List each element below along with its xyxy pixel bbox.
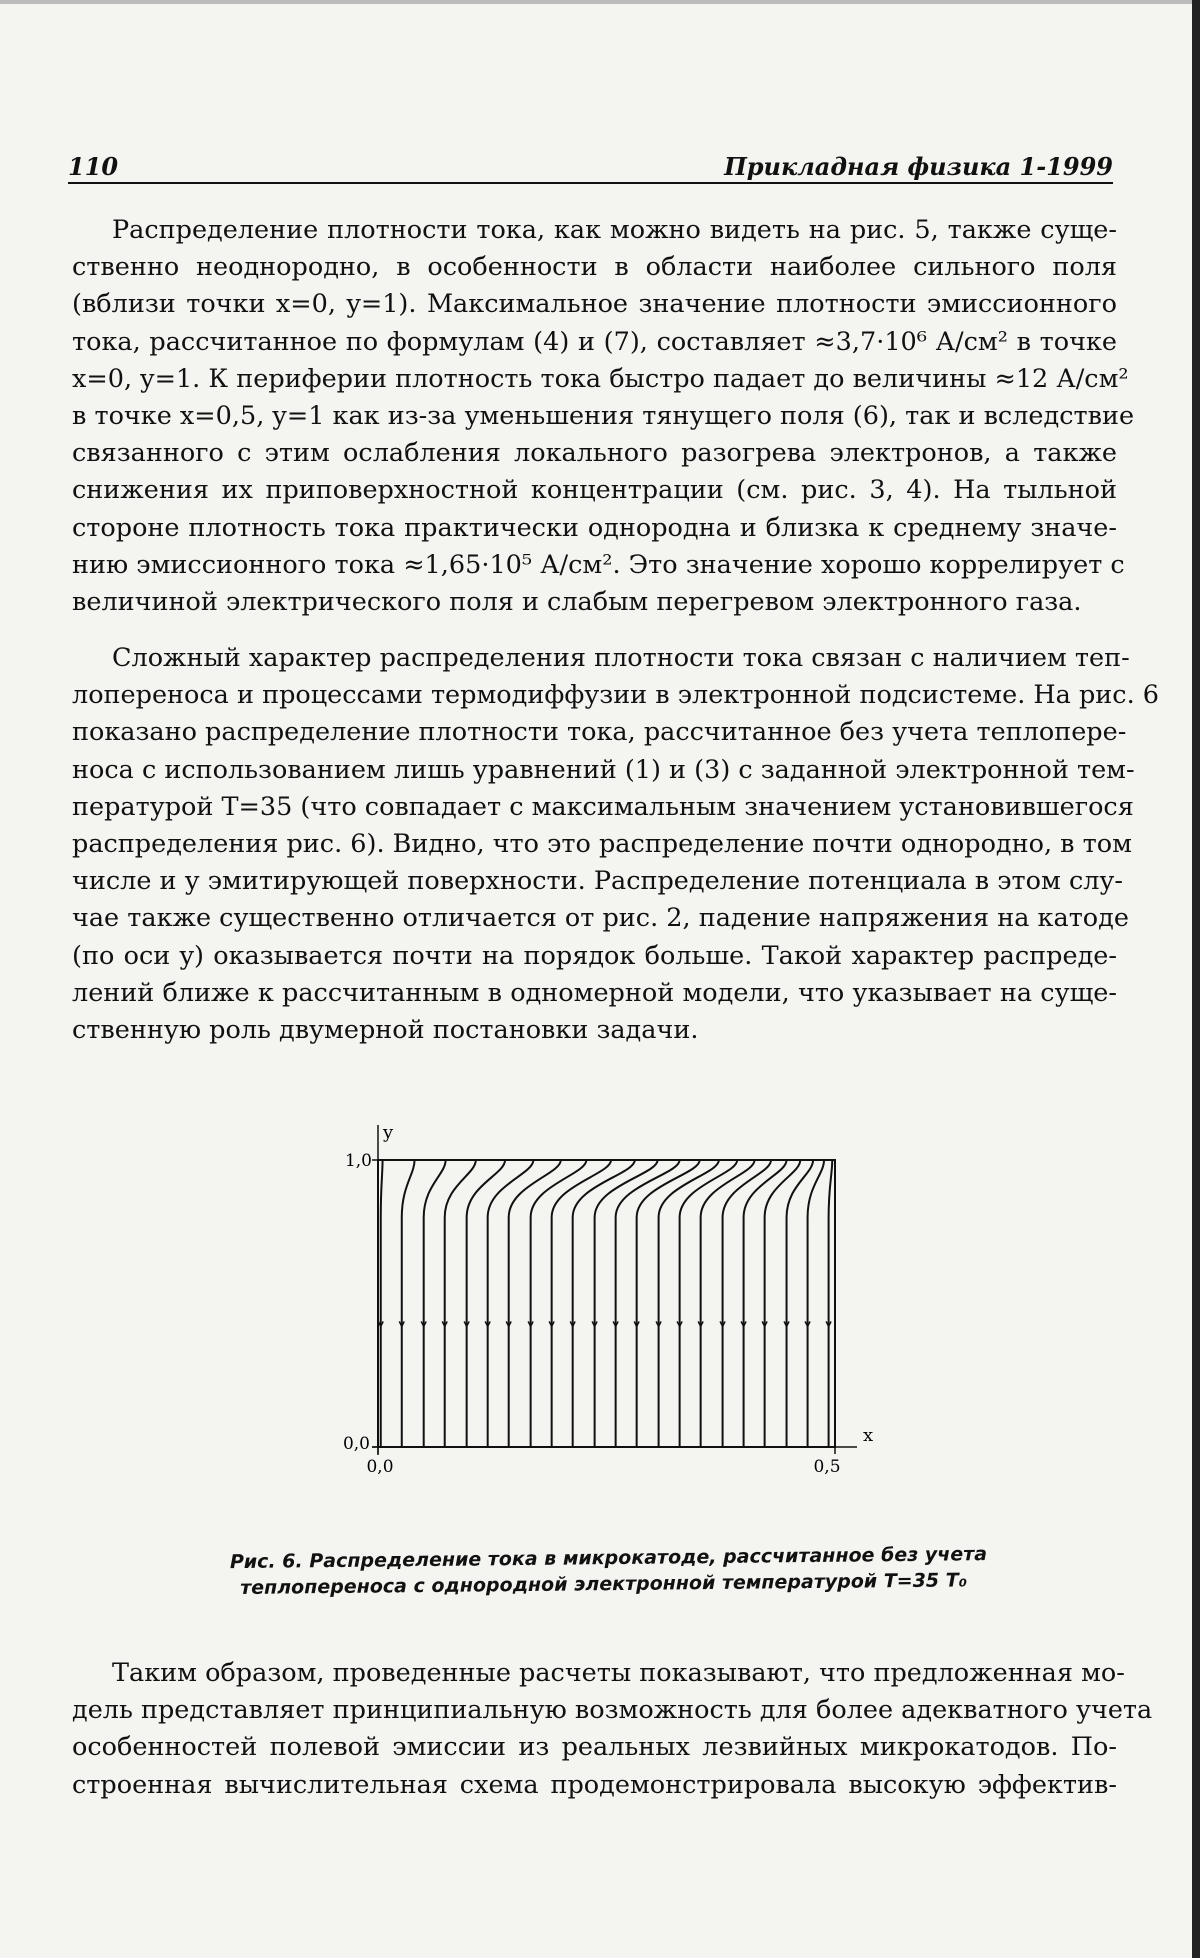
- page-number: 110: [68, 152, 119, 181]
- caption-line: Рис. 6. Распределение тока в микрокатоде, рассчитанное без учета: [229, 1543, 988, 1574]
- streamline: [637, 1160, 700, 1447]
- streamline: [616, 1160, 680, 1447]
- streamline: [424, 1160, 446, 1447]
- streamline: [808, 1160, 824, 1447]
- running-head: [68, 152, 1113, 184]
- paragraph-line: чае также существенно отличается от рис. 2, падение напряжения на катоде: [72, 903, 1129, 934]
- y-tick-label-top: 1,0: [344, 1151, 372, 1171]
- paragraph-line: стороне плотность тока практически однородна и близка к среднему значе-: [72, 512, 1117, 543]
- paragraph-line: лений ближе к рассчитанным в одномерной модели, что указывает на суще-: [72, 977, 1117, 1008]
- paragraph-line: распределения рис. 6). Видно, что это распределение почти однородно, в том: [72, 829, 1132, 860]
- streamline: [402, 1160, 415, 1447]
- paragraph-line: ственно неоднородно, в особенности в области наиболее сильного поля: [72, 252, 1117, 283]
- paragraph-line: тока, рассчитанное по формулам (4) и (7), составляет ≈3,7·10⁶ А/см² в точке: [72, 326, 1117, 357]
- x-axis-label: x: [863, 1425, 874, 1446]
- journal-title: Прикладная физика 1-1999: [724, 152, 1113, 181]
- streamline: [659, 1160, 719, 1447]
- paragraph-line: пературой T=35 (что совпадает с максимальным значением установившегося: [72, 791, 1134, 822]
- paragraph-line: строенная вычислительная схема продемонстрировала высокую эффектив-: [72, 1769, 1117, 1800]
- paragraph-line: величиной электрического поля и слабым перегревом электронного газа.: [72, 587, 1082, 618]
- figure-6-chart: [330, 1105, 890, 1500]
- streamline: [488, 1160, 534, 1447]
- y-axis-label: y: [383, 1122, 394, 1143]
- paragraph-line: снижения их приповерхностной концентрации (см. рис. 3, 4). На тыльной: [72, 475, 1117, 506]
- paragraph-3: [72, 1655, 1153, 1804]
- page-right-edge: [1192, 0, 1200, 1958]
- paragraph-line: Сложный характер распределения плотности тока связан с наличием теп-: [112, 643, 1130, 673]
- x-tick-label-right: 0,5: [813, 1457, 841, 1477]
- paragraph-2: [72, 640, 1160, 1049]
- y-tick-label-bottom: 0,0: [342, 1434, 370, 1454]
- paragraph-line: ственную роль двумерной постановки задачи.: [72, 1015, 699, 1046]
- streamline: [765, 1160, 801, 1447]
- streamline: [829, 1160, 833, 1447]
- streamline: [552, 1160, 611, 1447]
- figure-caption: [230, 1541, 1011, 1601]
- paragraph-line: особенностей полевой эмиссии из реальных лезвийных микрокатодов. По-: [72, 1732, 1117, 1763]
- page-top-edge: [0, 0, 1200, 4]
- paragraph-line: дель представляет принципиальную возможность для более адекватного учета: [72, 1695, 1153, 1726]
- streamline: [467, 1160, 505, 1447]
- paragraph-line: x=0, y=1. К периферии плотность тока быстро падает до величины ≈12 А/см²: [72, 363, 1129, 394]
- streamline: [573, 1160, 635, 1447]
- paragraph-line: числе и у эмитирующей поверхности. Распределение потенциала в этом слу-: [72, 866, 1124, 897]
- paragraph-line: (по оси y) оказывается почти на порядок больше. Такой характер распреде-: [72, 940, 1117, 971]
- paragraph-line: показано распределение плотности тока, рассчитанное без учета теплопере-: [72, 717, 1127, 748]
- paragraph-1: [72, 212, 1135, 621]
- paragraph-line: в точке x=0,5, y=1 как из-за уменьшения тянущего поля (6), так и вследствие: [72, 401, 1135, 432]
- paragraph-line: нию эмиссионного тока ≈1,65·10⁵ А/см². Это значение хорошо коррелирует с: [72, 549, 1125, 580]
- streamline: [381, 1160, 383, 1447]
- streamline: [680, 1160, 738, 1447]
- paragraph-line: (вблизи точки x=0, y=1). Максимальное значение плотности эмиссионного: [72, 289, 1117, 320]
- paragraph-line: лопереноса и процессами термодиффузии в электронной подсистеме. На рис. 6: [72, 680, 1160, 711]
- streamline: [595, 1160, 658, 1447]
- streamlines-group: [378, 1160, 832, 1447]
- paragraph-line: носа с использованием лишь уравнений (1) и (3) с заданной электронной тем-: [72, 754, 1135, 785]
- caption-line: теплопереноса с однородной электронной температурой T=35 T₀: [240, 1569, 968, 1599]
- streamline: [445, 1160, 476, 1447]
- paragraph-line: Распределение плотности тока, как можно видеть на рис. 5, также суще-: [112, 215, 1117, 245]
- x-tick-label-left: 0,0: [366, 1457, 394, 1477]
- paragraph-line: Таким образом, проведенные расчеты показывают, что предложенная мо-: [112, 1658, 1125, 1688]
- paragraph-line: связанного с этим ослабления локального разогрева электронов, а также: [72, 438, 1117, 469]
